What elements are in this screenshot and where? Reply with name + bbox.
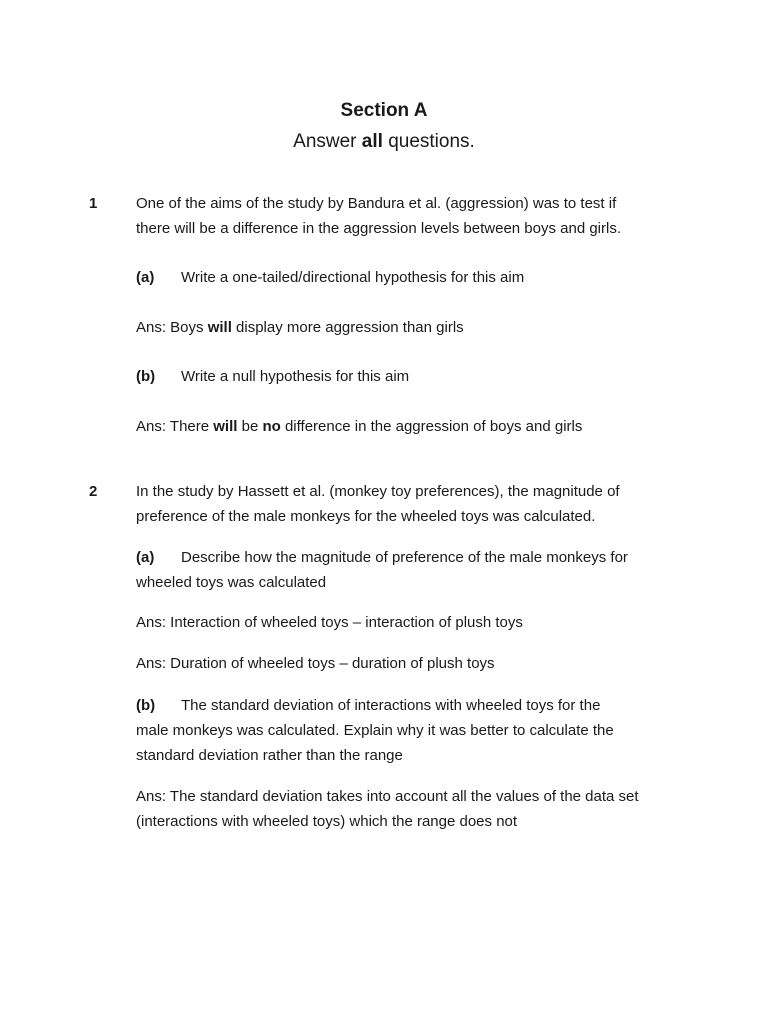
instruction [0, 131, 768, 153]
question-1a-text: Write a one-tailed/directional hypothesis for this aim [181, 269, 525, 286]
question-1b-answer [136, 417, 582, 437]
question-1-stem-line-1: One of the aims of the study by Bandura et al. (aggression) was to test if [136, 195, 617, 212]
answer-emphasis: will [207, 319, 232, 336]
question-1-stem-line-2: there will be a difference in the aggression levels between boys and girls. [136, 220, 622, 237]
question-2a-answer-2: Ans: Duration of wheeled toys – duration of plush toys [136, 655, 495, 672]
question-2a-line-2: wheeled toys was calculated [136, 574, 327, 591]
question-2b-answer-1: Ans: The standard deviation takes into account all the values of the data set [136, 788, 639, 805]
question-2b-answer-2: (interactions with wheeled toys) which the range does not [136, 813, 518, 830]
question-1a [136, 268, 524, 288]
question-1-number: 1 [89, 195, 98, 212]
question-2b-text: The standard deviation of interactions with wheeled toys for the [181, 697, 601, 714]
question-1b-label: (b) [136, 368, 156, 385]
question-2a-line-1 [136, 548, 628, 568]
answer-text: difference in the aggression of boys and girls [280, 418, 583, 435]
answer-text: be [237, 418, 263, 435]
question-2-stem-line-1: In the study by Hassett et al. (monkey toy preferences), the magnitude of [136, 483, 620, 500]
instruction-bold: all [361, 131, 383, 152]
question-2a-answer-1: Ans: Interaction of wheeled toys – interaction of plush toys [136, 614, 523, 631]
answer-text: display more aggression than girls [231, 319, 464, 336]
instruction-pre: Answer [293, 131, 362, 152]
answer-emphasis: no [262, 418, 281, 435]
section-title: Section A [340, 100, 428, 121]
question-2b-label: (b) [136, 697, 156, 714]
answer-text: Ans: Boys [136, 319, 208, 336]
question-1a-label: (a) [136, 269, 155, 286]
question-1b-text: Write a null hypothesis for this aim [181, 368, 410, 385]
question-2-number: 2 [89, 483, 98, 500]
answer-emphasis: will [213, 418, 238, 435]
answer-text: Ans: There [136, 418, 214, 435]
question-1a-answer [136, 318, 464, 338]
question-2b-line-3: standard deviation rather than the range [136, 747, 403, 764]
question-2b-line-1 [136, 696, 600, 716]
question-1b [136, 367, 409, 387]
question-2a-label: (a) [136, 549, 155, 566]
question-2b-line-2: male monkeys was calculated. Explain why it was better to calculate the [136, 722, 614, 739]
instruction-post: questions. [382, 131, 475, 152]
question-2-stem-line-2: preference of the male monkeys for the wheeled toys was calculated. [136, 508, 596, 525]
question-2a-text: Describe how the magnitude of preference of the male monkeys for [181, 549, 628, 566]
